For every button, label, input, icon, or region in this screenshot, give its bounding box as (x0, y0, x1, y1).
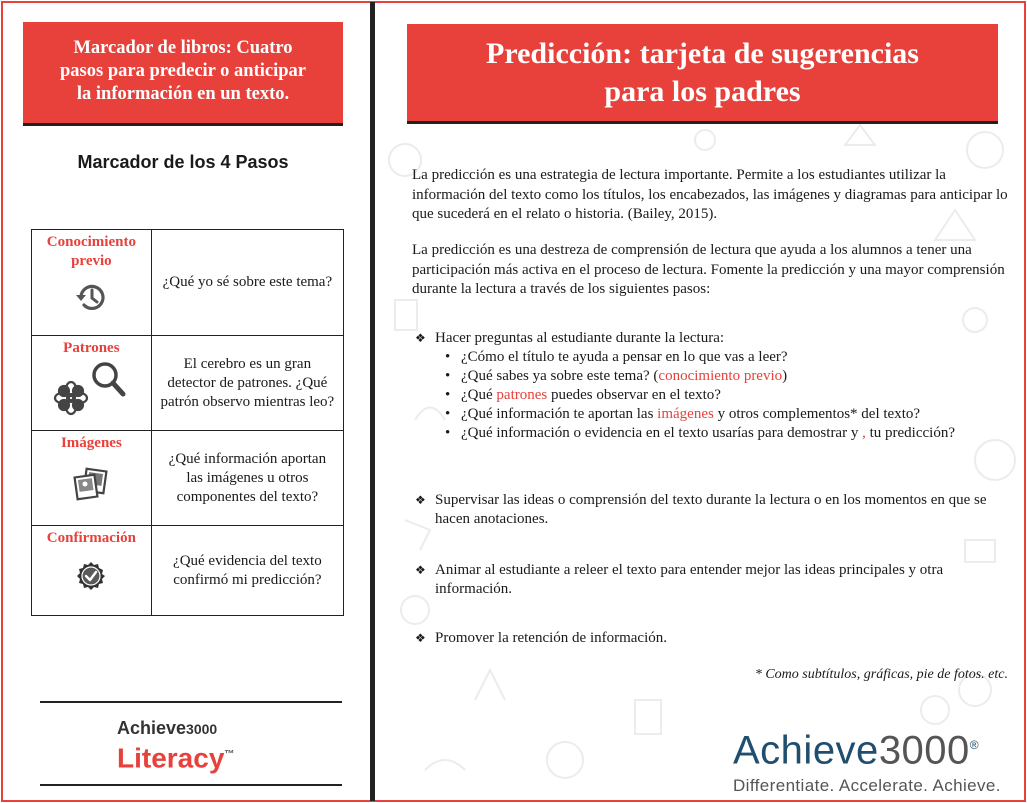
question-text: ¿Qué (461, 387, 497, 403)
question-text: ¿Qué información o evidencia en el texto usarías para demostrar y (461, 425, 863, 441)
tip-card-panel (375, 0, 1027, 803)
bookmark-header (23, 22, 343, 126)
step-name (32, 431, 151, 453)
step-label-cell (32, 230, 152, 336)
photos-icon (32, 467, 151, 501)
list-item (458, 386, 1012, 405)
question-text: y otros complementos* del texto? (713, 406, 921, 422)
list-item (458, 405, 1012, 424)
logo-divider (40, 784, 342, 786)
question-text: tu predicción? (865, 425, 955, 441)
question-text: ¿Qué sabes ya sobre este tema? ( (461, 368, 659, 384)
footnote: * Como subtítulos, gráficas, pie de fotos. etc. (754, 667, 1008, 682)
step-question: ¿Qué yo sé sobre este tema? (151, 230, 343, 336)
step-question: ¿Qué evidencia del texto confirmó mi predicción? (151, 526, 343, 616)
logo-word: Achieve (733, 728, 879, 773)
step-row-conocimiento (32, 230, 344, 336)
logo-number: 3000 (878, 728, 970, 773)
bookmark-header-line: pasos para predecir o anticipar (60, 61, 306, 81)
logo-wordmark (733, 723, 1001, 772)
history-icon (32, 279, 151, 315)
question-text: puedes observar en el texto? (547, 387, 721, 403)
question-highlight: patrones (496, 387, 548, 403)
logo-brand-word: Achieve (117, 718, 187, 738)
question-text: ¿Cómo el título te ayuda a pensar en lo que vas a leer? (461, 349, 788, 365)
bullet-diamond-icon: ❖ (415, 493, 426, 507)
list-item (458, 424, 1012, 443)
bullet-ask-questions (412, 329, 1012, 443)
tip-card-header-line: para los padres (604, 75, 801, 108)
bullet-text: Hacer preguntas al estudiante durante la lectura: (435, 330, 725, 346)
step-name-line: Patrones (63, 340, 120, 356)
pattern-search-icon (32, 360, 151, 418)
bullet-text: Animar al estudiante a releer el texto para entender mejor las ideas principales y otra información. (435, 562, 944, 597)
bullet-retention (412, 629, 1012, 648)
step-name (32, 230, 151, 271)
logo-brand-num: 3000 (186, 721, 218, 737)
bullet-text: Promover la retención de información. (435, 630, 668, 646)
question-highlight: imágenes (657, 406, 714, 422)
achieve3000-logo (733, 723, 1001, 796)
step-question: El cerebro es un gran detector de patrones. ¿Qué patrón observo mientras leo? (151, 336, 343, 431)
steps-table (31, 229, 344, 616)
logo-product (117, 741, 234, 772)
step-question: ¿Qué información aportan las imágenes u otros componentes del texto? (151, 431, 343, 526)
achieve3000-literacy-logo (117, 718, 234, 772)
verified-badge-icon (32, 560, 151, 592)
tip-card-header (407, 24, 998, 124)
logo-tagline: Differentiate. Accelerate. Achieve. (733, 776, 1001, 796)
intro-paragraph: La predicción es una estrategia de lectura importante. Permite a los estudiantes utilizar la información del texto como los títulos, los encabezados, las imágenes y diagramas para anticipar lo que sucederá en el relato o historia. (Bailey, 2015). (412, 167, 1008, 222)
bookmark-header-line: Marcador de libros: Cuatro (73, 38, 293, 58)
step-name (32, 526, 151, 548)
step-row-patrones (32, 336, 344, 431)
logo-brand (117, 718, 217, 738)
bullet-diamond-icon: ❖ (415, 563, 426, 577)
bookmark-panel (0, 0, 370, 803)
step-row-imagenes (32, 431, 344, 526)
question-highlight: conocimiento previo (658, 368, 783, 384)
bookmark-header-line: la información en un texto. (76, 84, 290, 104)
step-label-cell (32, 336, 152, 431)
step-name-line: Conocimiento (46, 234, 136, 250)
question-list (412, 348, 1012, 443)
step-name-line: Confirmación (46, 530, 136, 546)
step-label-cell (32, 526, 152, 616)
list-item (458, 348, 1012, 367)
question-text: ¿Qué información te aportan las (461, 406, 658, 422)
bullet-diamond-icon: ❖ (415, 631, 426, 645)
question-text: ) (782, 368, 788, 384)
logo-divider (40, 701, 342, 703)
step-name (32, 336, 151, 358)
step-name-line: Imágenes (60, 435, 122, 451)
step-name-line: previo (71, 253, 112, 269)
list-item (458, 367, 1012, 386)
logo-registered: ® (969, 738, 980, 752)
bullet-text: Supervisar las ideas o comprensión del texto durante la lectura o en los momentos en que se hacen anotaciones. (435, 492, 987, 527)
step-label-cell (32, 431, 152, 526)
bullet-diamond-icon: ❖ (415, 331, 426, 345)
bookmark-subtitle: Marcador de los 4 Pasos (77, 152, 289, 172)
logo-tm: ™ (224, 749, 235, 760)
tip-card-header-line: Predicción: tarjeta de sugerencias (486, 37, 919, 70)
bullet-monitor (412, 491, 1012, 529)
step-row-confirmacion (32, 526, 344, 616)
question-highlight: , (862, 425, 866, 441)
bullet-reread (412, 561, 1012, 599)
steps-paragraph: La predicción es una destreza de comprensión de lectura que ayuda a los alumnos a tener una participación más activa en el proceso de lectura. Fomente la predicción y una mayor comprensión durante la lectura a través de los siguientes pasos: (412, 242, 1005, 297)
logo-product-word: Literacy (117, 742, 225, 774)
